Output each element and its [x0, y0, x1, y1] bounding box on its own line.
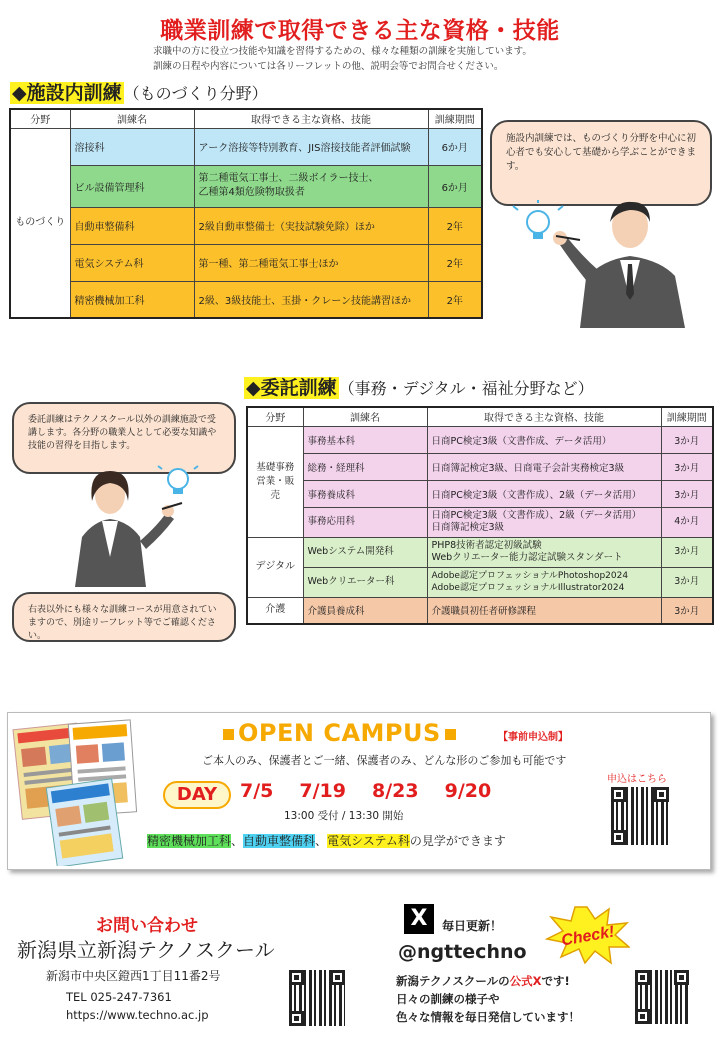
course-name: 溶接科	[70, 128, 194, 165]
course-name: Webクリエーター科	[303, 567, 427, 597]
category-cell: 介護	[247, 597, 303, 624]
qual-line: PHP8技術者認定初級試験	[431, 540, 542, 551]
qualifications	[427, 507, 661, 537]
tour-separator: 、	[231, 834, 244, 848]
tour-dept: 自動車整備科	[243, 834, 316, 848]
qualifications: 2級、3級技能士、玉掛・クレーン技能講習ほか	[194, 281, 428, 318]
event-time: 13:00 受付 / 13:30 開始	[284, 810, 404, 822]
open-campus-title-text: OPEN CAMPUS	[238, 719, 441, 747]
outsourced-speech-bubble: 委託訓練はテクノスクール以外の訓練施設で受講します。各分野の職業人として必要な知識や技能の習得を目指します。	[12, 402, 236, 474]
x-promo-line-2: 日々の訓練の様子や	[396, 992, 500, 1006]
course-name: 自動車整備科	[70, 207, 194, 244]
period: 3か月	[661, 426, 713, 453]
category-line: 営業・販売	[256, 475, 295, 501]
qr-finder-icon	[635, 1009, 650, 1024]
table-row	[10, 244, 482, 281]
course-name: 事務基本科	[303, 426, 427, 453]
school-name: 新潟県立新潟テクノスクール	[17, 938, 275, 962]
x-account-qr-code[interactable]	[635, 970, 689, 1024]
period: 6か月	[428, 128, 482, 165]
col-header-course: 訓練名	[303, 407, 427, 426]
qualifications: 日商PC検定3級（文書作成）、2級（データ活用）	[427, 480, 661, 507]
qualifications: 日商PC検定3級（文書作成、データ活用）	[427, 426, 661, 453]
table-row	[247, 480, 713, 507]
table-row	[10, 281, 482, 318]
event-date: 9/20	[444, 780, 492, 802]
section1-heading-label: ◆施設内訓練	[12, 82, 122, 104]
outsourced-training-table	[246, 406, 714, 625]
course-name: 電気システム科	[70, 244, 194, 281]
course-name: 介護員養成科	[303, 597, 427, 624]
category-cell: デジタル	[247, 537, 303, 597]
check-burst-icon	[545, 905, 630, 965]
event-date: 7/5	[240, 780, 274, 802]
course-name: 事務応用科	[303, 507, 427, 537]
qr-finder-icon	[289, 970, 304, 985]
table-row	[247, 453, 713, 480]
in-house-speech-bubble: 施設内訓練では、ものづくり分野を中心に初心者でも安心して基礎から学ぶことができます。	[490, 120, 712, 206]
section2-subheading: （事務・デジタル・福祉分野など）	[338, 379, 594, 398]
x-handle[interactable]: @ngttechno	[398, 941, 527, 963]
square-bullet-icon	[223, 729, 234, 740]
qr-finder-icon	[611, 787, 626, 802]
qual-line: Adobe認定プロフェッショナルPhotoshop2024	[431, 571, 629, 581]
period: 3か月	[661, 597, 713, 624]
qr-finder-icon	[330, 970, 345, 985]
website-qr-code[interactable]	[289, 970, 345, 1026]
event-date: 7/19	[299, 780, 346, 802]
day-label: DAY	[163, 781, 231, 809]
section1-heading	[10, 78, 268, 105]
qualifications: アーク溶接等特別教育、JIS溶接技能者評価試験	[194, 128, 428, 165]
table-row	[247, 537, 713, 567]
square-bullet-icon	[445, 729, 456, 740]
qual-line: 日商簿記検定3級	[431, 522, 505, 533]
course-name: 総務・経理科	[303, 453, 427, 480]
qualifications: 2級自動車整備士（実技試験免除）ほか	[194, 207, 428, 244]
male-instructor-illustration	[510, 200, 710, 328]
reservation-required-tag: 【事前申込制】	[498, 732, 568, 743]
course-name: 精密機械加工科	[70, 281, 194, 318]
qualifications	[194, 165, 428, 207]
lightbulb-icon	[158, 466, 198, 494]
period: 2年	[428, 244, 482, 281]
tour-suffix: の見学ができます	[409, 834, 506, 848]
category-cell	[247, 426, 303, 537]
col-header-period: 訓練期間	[428, 109, 482, 128]
course-name: Webシステム開発科	[303, 537, 427, 567]
col-header-quals: 取得できる主な資格、技能	[194, 109, 428, 128]
school-phone: TEL 025-247-7361	[66, 990, 172, 1004]
qr-finder-icon	[289, 1011, 304, 1026]
x-promo-line-3: 色々な情報を毎日発信しています！	[396, 1010, 580, 1024]
qr-finder-icon	[611, 830, 626, 845]
section2-heading-label: ◆委託訓練	[246, 377, 337, 399]
event-date: 8/23	[372, 780, 419, 802]
x-promo-text: 新潟テクノスクールの	[396, 974, 510, 988]
school-website-link[interactable]: https://www.techno.ac.jp	[66, 1008, 209, 1022]
qual-line: 第二種電気工事士、二級ボイラー技士、	[198, 173, 379, 184]
period: 3か月	[661, 567, 713, 597]
table-row	[247, 567, 713, 597]
qr-finder-icon	[654, 787, 669, 802]
qualifications	[427, 537, 661, 567]
category-cell: ものづくり	[10, 128, 70, 318]
school-address: 新潟市中央区鐙西1丁目11番2号	[46, 969, 221, 983]
qualifications: 第一種、第二種電気工事士ほか	[194, 244, 428, 281]
course-name: 事務養成科	[303, 480, 427, 507]
col-header-period: 訓練期間	[661, 407, 713, 426]
open-campus-title	[219, 719, 460, 747]
daily-update-label: 毎日更新！	[442, 919, 503, 933]
tour-departments	[147, 832, 506, 849]
section2-heading	[244, 373, 594, 400]
x-promo-highlight: 公式X	[509, 974, 542, 988]
x-promo-text: です!	[541, 974, 570, 988]
apply-here-label: 申込はこちら	[607, 774, 667, 785]
leaflet-thumbnails	[12, 716, 142, 866]
qual-line: 乙種第4類危険物取扱者	[198, 187, 305, 198]
intro-line-2: 訓練の日程や内容については各リーフレットの他、説明会等でお問合せください。	[153, 61, 504, 72]
qual-line: Adobe認定プロフェッショナルIllustrator2024	[431, 583, 625, 593]
period: 2年	[428, 207, 482, 244]
tour-separator: 、	[315, 834, 328, 848]
qualifications: 日商簿記検定3級、日商電子会計実務検定3級	[427, 453, 661, 480]
qualifications: 介護職員初任者研修課程	[427, 597, 661, 624]
section1-subheading: （ものづくり分野）	[123, 84, 268, 103]
period: 6か月	[428, 165, 482, 207]
col-header-field: 分野	[10, 109, 70, 128]
more-courses-speech-bubble: 右表以外にも様々な訓練コースが用意されていますので、別途リーフレット等でご確認ください。	[12, 592, 236, 642]
table-row	[10, 207, 482, 244]
table-row	[247, 597, 713, 624]
period: 3か月	[661, 537, 713, 567]
qr-finder-icon	[635, 970, 650, 985]
page-title: 職業訓練で取得できる主な資格・技能	[160, 18, 560, 44]
col-header-field: 分野	[247, 407, 303, 426]
table-row	[10, 165, 482, 207]
in-house-training-table	[9, 108, 483, 319]
x-logo-icon: X	[404, 904, 434, 934]
tour-dept: 電気システム科	[327, 834, 410, 848]
col-header-quals: 取得できる主な資格、技能	[427, 407, 661, 426]
tour-dept: 精密機械加工科	[147, 834, 232, 848]
period: 2年	[428, 281, 482, 318]
table-row	[247, 426, 713, 453]
female-instructor-illustration	[70, 465, 240, 587]
category-line: 基礎事務	[256, 461, 295, 473]
table-row	[247, 507, 713, 537]
open-campus-description: ご本人のみ、保護者とご一緒、保護者のみ、どんな形のご参加も可能です	[202, 754, 567, 767]
intro-line-1: 求職中の方に役立つ技能や知識を習得するための、様々な種類の訓練を実施しています。	[153, 46, 532, 57]
x-promo-line-1	[396, 973, 570, 989]
qualifications	[427, 567, 661, 597]
period: 3か月	[661, 453, 713, 480]
check-label: Check!	[560, 923, 616, 950]
period: 4か月	[661, 507, 713, 537]
qual-line: Webクリエーター能力認定試験スタンダート	[431, 552, 623, 563]
apply-qr-code[interactable]	[611, 787, 669, 845]
contact-title: お問い合わせ	[96, 916, 198, 936]
course-name: ビル設備管理科	[70, 165, 194, 207]
qual-line: 日商PC検定3級（文書作成）、2級（データ活用）	[431, 510, 642, 521]
col-header-course: 訓練名	[70, 109, 194, 128]
period: 3か月	[661, 480, 713, 507]
table-row	[10, 128, 482, 165]
event-dates	[240, 780, 517, 802]
qr-finder-icon	[674, 970, 689, 985]
